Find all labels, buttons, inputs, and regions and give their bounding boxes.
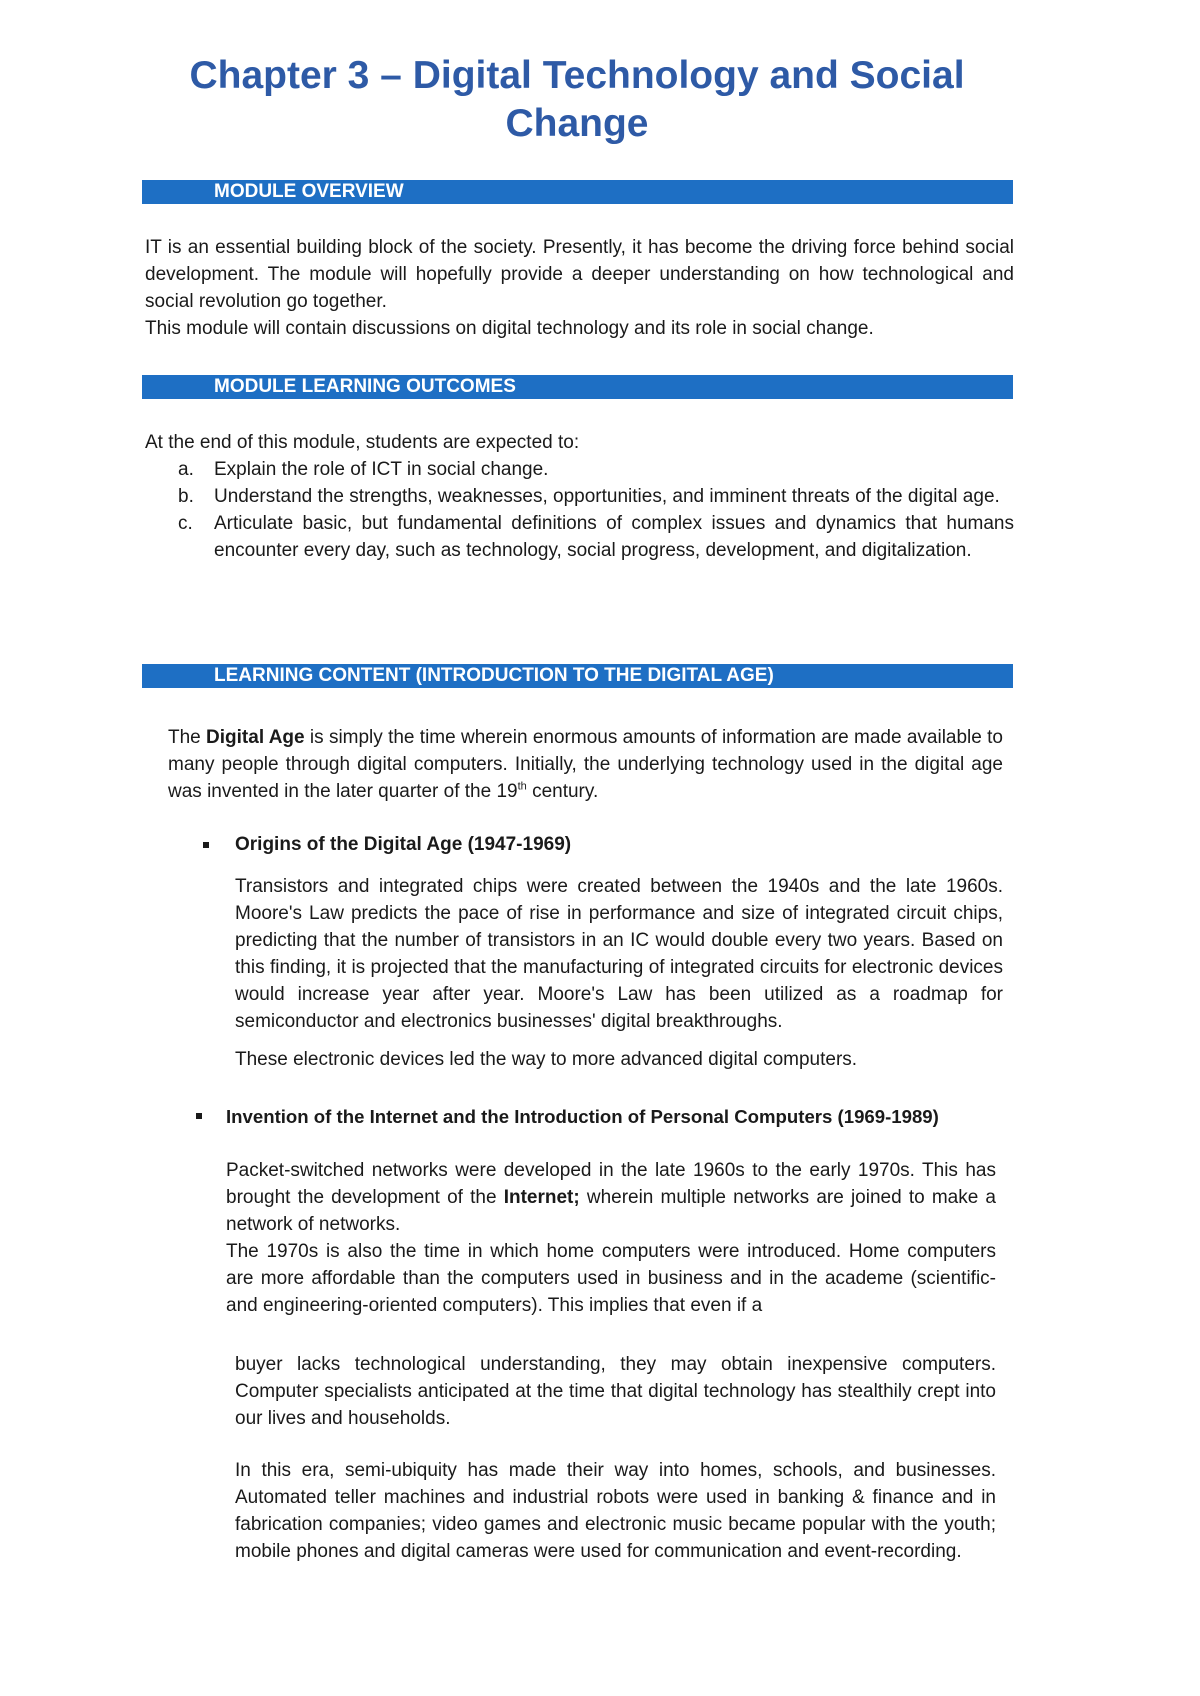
list-item: a. Explain the role of ICT in social change. (178, 459, 549, 480)
term-digital-age: Digital Age (206, 727, 305, 748)
title-line-1: Chapter 3 – Digital Technology and Social (189, 54, 965, 97)
bullet-square-icon (196, 1113, 202, 1119)
internet-paragraph-1: Packet-switched networks were developed in the late 1960s to the early 1970s. This has brought the development of the Internet; wherein multiple networks are joined to make a network of networks. The 1970s is also the time in which home computers were introduced. Home computers are more affordable than the computers used in business and in the academe (scientific- and engineering-oriented computers). This implies that even if a (226, 1160, 996, 1316)
term-internet: Internet; (503, 1187, 580, 1208)
overview-paragraph (145, 234, 1014, 342)
section-header-content: LEARNING CONTENT (INTRODUCTION TO THE DIGITAL AGE) (142, 664, 1013, 688)
overview-text-1: IT is an essential building block of the society. Presently, it has become the driving force behind social development. The module will hopefully provide a deeper understanding on how technological and social revolution go together. (145, 237, 1014, 312)
internet-paragraph-3: buyer lacks technological understanding, they may obtain inexpensive computers. Computer specialists anticipated at the time that digital technology has stealthily crept into our lives and households. (235, 1354, 996, 1429)
list-item: b. Understand the strengths, weaknesses, opportunities, and imminent threats of the digital age. (178, 486, 1000, 507)
internet-paragraph-4: In this era, semi-ubiquity has made their way into homes, schools, and businesses. Automated teller machines and industrial robots were used in banking & finance and in fabrication companies; video games and electronic music became popular with the youth; mobile phones and digital cameras were used for communication and event-recording. (235, 1460, 996, 1562)
title-line-2: Change (505, 102, 649, 145)
bullet-square-icon (203, 842, 209, 848)
section-header-overview: MODULE OVERVIEW (142, 180, 1013, 204)
origins-paragraph-2: These electronic devices led the way to more advanced digital computers. (235, 1049, 858, 1070)
digital-age-intro: The Digital Age is simply the time wherein enormous amounts of information are made available to many people through digital computers. Initially, the underlying technology used in the digital age was invented in the later quarter of the 19th century. (168, 727, 1003, 802)
page-title (142, 52, 1012, 148)
outcomes-intro: At the end of this module, students are expected to: (145, 432, 580, 453)
outcomes-list (178, 456, 1014, 564)
section-header-outcomes: MODULE LEARNING OUTCOMES (142, 375, 1013, 399)
superscript-th: th (517, 780, 527, 793)
overview-text-2: This module will contain discussions on digital technology and its role in social change. (145, 318, 874, 339)
heading-origins: Origins of the Digital Age (1947-1969) (235, 834, 572, 855)
list-item: c. Articulate basic, but fundamental definitions of complex issues and dynamics that humans encounter every day, such as technology, social progress, development, and digitalization. (178, 513, 1014, 561)
heading-internet: Invention of the Internet and the Introduction of Personal Computers (1969-1989) (226, 1106, 939, 1127)
origins-paragraph-1: Transistors and integrated chips were created between the 1940s and the late 1960s. Moore's Law predicts the pace of rise in performance and size of integrated circuit chips, predicting that the number of transistors in an IC would double every two years. Based on this finding, it is projected that the manufacturing of integrated circuits for electronic devices would increase year after year. Moore's Law has been utilized as a roadmap for semiconductor and electronics businesses' digital breakthroughs. (235, 876, 1003, 1032)
